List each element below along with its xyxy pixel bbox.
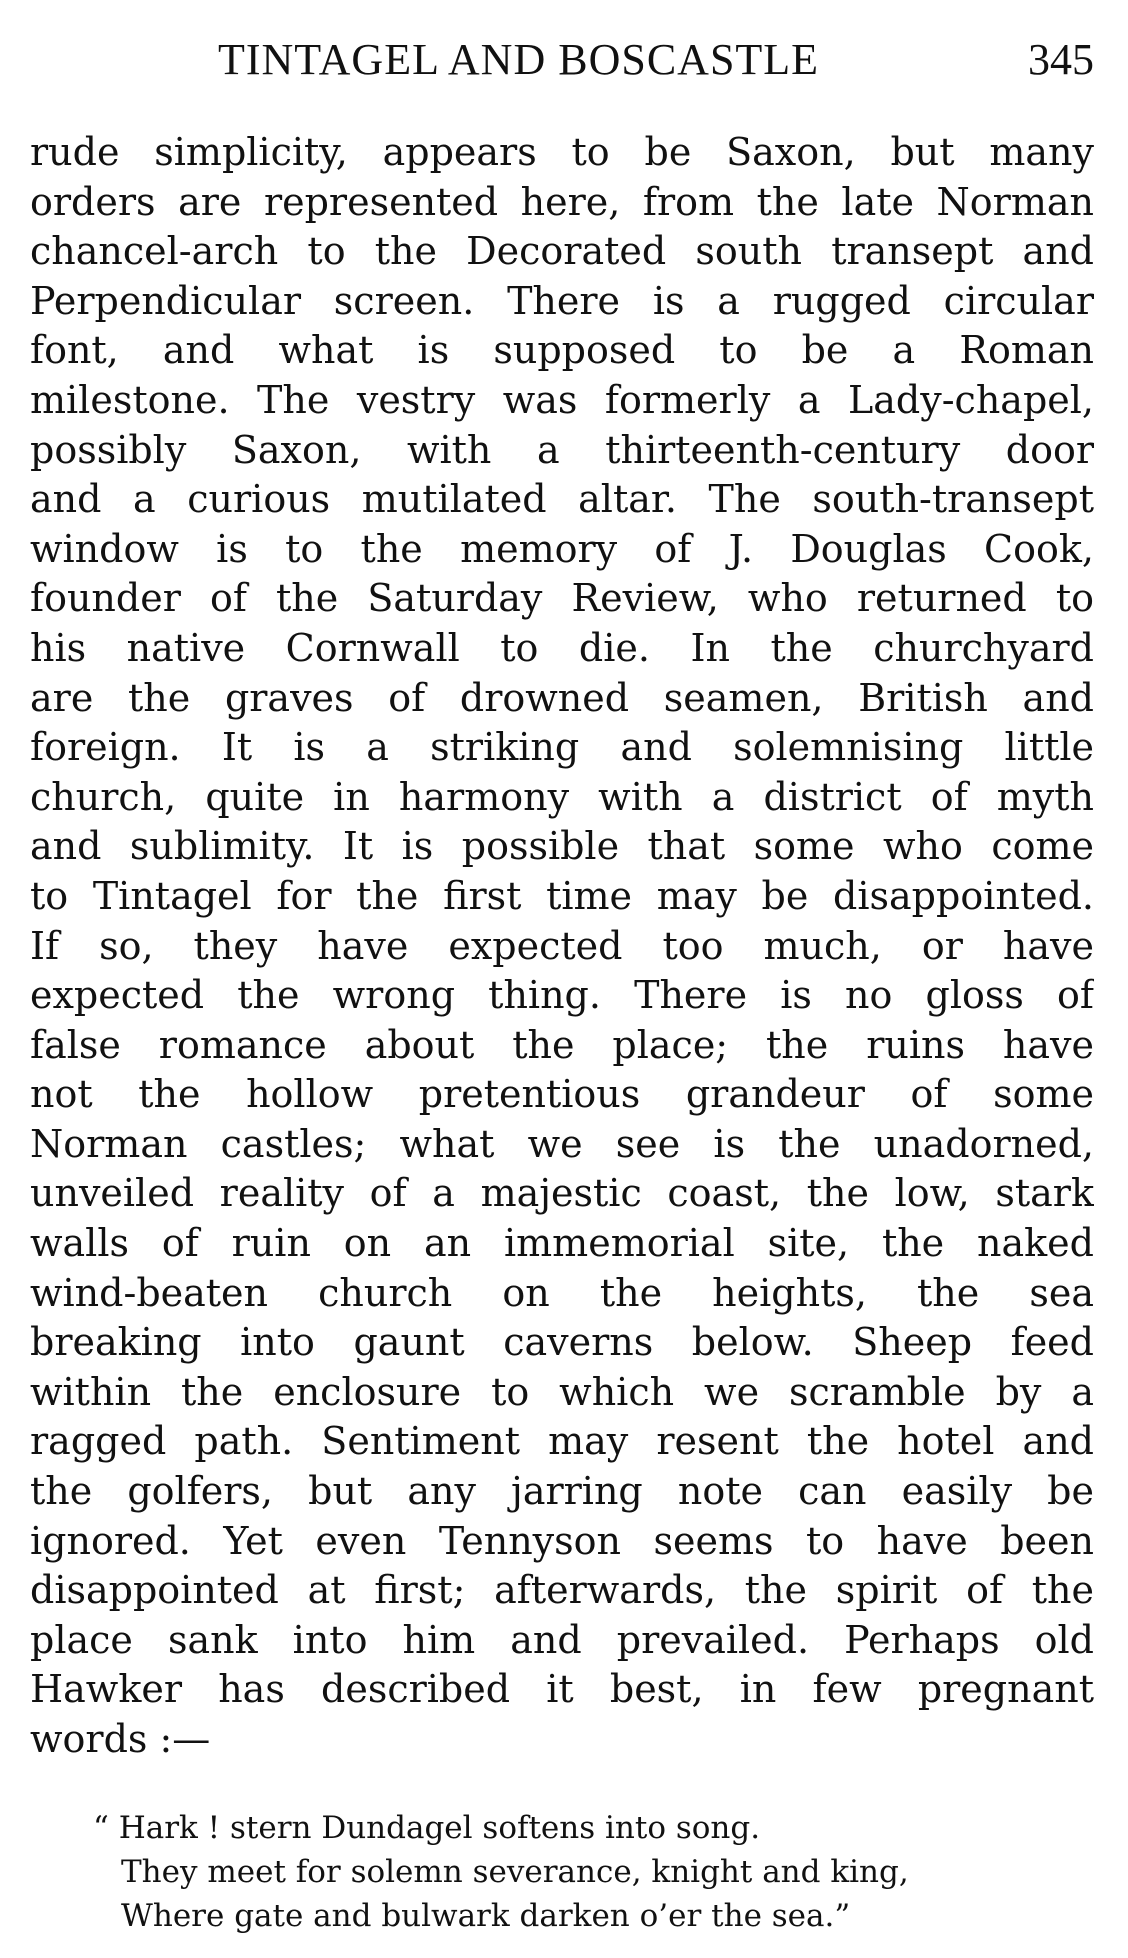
text-line: within the enclosure to which we scramble by a: [30, 1369, 1094, 1414]
text-line: rude simplicity, appears to be Saxon, but many: [30, 130, 1094, 174]
text-line: false romance about the place; the ruins have: [30, 1022, 1094, 1067]
verse-line: They meet for solemn severance, knight and king,: [121, 1854, 909, 1890]
text-line: milestone. The vestry was formerly a Lady-chapel,: [30, 377, 1094, 422]
periodical-title: Saturday Review,: [367, 576, 719, 621]
text-line: Hawker has described it best, in few pregnant: [30, 1667, 1094, 1712]
text-line: disappointed at first; afterwards, the spirit of the: [30, 1568, 1094, 1613]
running-title: TINTAGEL AND BOSCASTLE: [218, 35, 820, 84]
text-line: Perpendicular screen. There is a rugged circular: [30, 278, 1094, 323]
page-header: [30, 34, 1094, 90]
verse-quotation: [93, 1806, 1093, 1938]
verse-line: “ Hark ! stern Dundagel softens into song.: [93, 1810, 761, 1846]
text-line: If so, they have expected too much, or have: [30, 923, 1094, 968]
text-segment: founder of the: [30, 576, 368, 621]
text-line: and sublimity. It is possible that some who come: [30, 824, 1094, 869]
body-paragraph: [30, 128, 1094, 1765]
text-line: expected the wrong thing. There is no gloss of: [30, 973, 1094, 1018]
text-line: place sank into him and prevailed. Perhaps old: [30, 1617, 1094, 1662]
text-line: foreign. It is a striking and solemnising little: [30, 725, 1094, 770]
text-line: not the hollow pretentious grandeur of some: [30, 1072, 1094, 1117]
page-number: 345: [1028, 35, 1094, 84]
text-line: words :—: [30, 1717, 211, 1761]
text-line: to Tintagel for the first time may be disappointed.: [30, 873, 1094, 918]
text-line: ragged path. Sentiment may resent the hotel and: [30, 1419, 1094, 1464]
text-line: unveiled reality of a majestic coast, the low, stark: [30, 1171, 1094, 1216]
text-line-with-italic-title: [30, 574, 1094, 624]
text-line: window is to the memory of J. Douglas Cook,: [30, 526, 1094, 571]
text-line: ignored. Yet even Tennyson seems to have been: [30, 1518, 1094, 1563]
text-segment: who returned to: [718, 576, 1094, 621]
text-line: chancel-arch to the Decorated south transept and: [30, 229, 1094, 274]
text-line: the golfers, but any jarring note can easily be: [30, 1469, 1094, 1514]
text-line: church, quite in harmony with a district of myth: [30, 774, 1094, 819]
text-line: possibly Saxon, with a thirteenth-century door: [30, 427, 1094, 472]
text-line: are the graves of drowned seamen, British and: [30, 675, 1094, 720]
text-line: his native Cornwall to die. In the churchyard: [30, 625, 1094, 670]
text-line: walls of ruin on an immemorial site, the naked: [30, 1221, 1094, 1266]
text-line: Norman castles; what we see is the unadorned,: [30, 1121, 1094, 1166]
text-line: wind-beaten church on the heights, the sea: [30, 1270, 1094, 1315]
verse-line: Where gate and bulwark darken o’er the sea.”: [121, 1898, 851, 1934]
text-line: orders are represented here, from the late Norman: [30, 179, 1094, 224]
text-line: and a curious mutilated altar. The south-transept: [30, 477, 1094, 522]
text-line: breaking into gaunt caverns below. Sheep feed: [30, 1320, 1094, 1365]
text-line: font, and what is supposed to be a Roman: [30, 328, 1094, 373]
